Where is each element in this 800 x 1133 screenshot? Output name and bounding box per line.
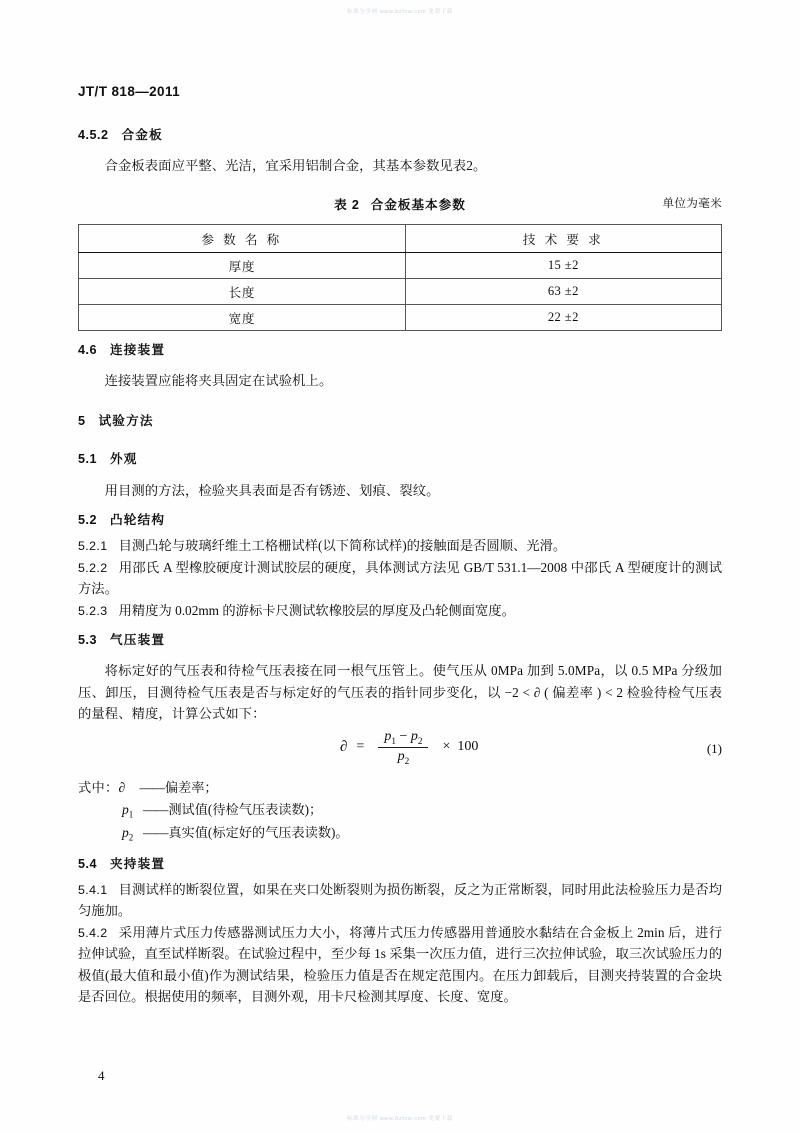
page-number: 4 — [98, 1068, 105, 1083]
paragraph-5-2-1 — [78, 535, 722, 557]
formula-lhs: ∂ — [340, 738, 348, 755]
subclause-text: 目测试样的断裂位置，如果在夹口处断裂则为损伤断裂，反之为正常断裂，同时用此法检验压力是否均匀施加。 — [78, 881, 722, 919]
clause-title: 夹持装置 — [110, 856, 166, 871]
where-dash: —— — [139, 779, 164, 795]
heading-5-3 — [78, 633, 722, 648]
clause-number: 5.1 — [78, 452, 98, 467]
subclause-text: 用精度为 0.02mm 的游标卡尺测试软橡胶层的厚度及凸轮侧面宽度。 — [118, 602, 515, 618]
table-row — [79, 252, 722, 278]
cell-parameter-name: 厚度 — [79, 252, 406, 278]
where-text: 偏差率； — [164, 779, 218, 795]
cell-technical-requirement: 22 ±2 — [405, 304, 721, 330]
table-alloy-plate-parameters — [78, 224, 722, 331]
where-text: 测试值(待检气压表读数)； — [168, 801, 323, 817]
table-row — [79, 304, 722, 330]
where-row-3 — [78, 822, 722, 845]
where-symbol: $p_1$ — [122, 801, 134, 820]
formula-denominator — [392, 748, 416, 766]
clause-title: 凸轮结构 — [110, 513, 166, 528]
formula-factor: 100 — [457, 739, 479, 755]
formula-fraction — [378, 729, 428, 766]
where-symbol: ∂ — [118, 779, 126, 795]
table2-caption-number: 表 2 — [334, 197, 360, 212]
heading-5-4 — [78, 857, 722, 872]
table-row — [79, 278, 722, 304]
clause-number: 5.4 — [78, 856, 98, 871]
where-row-1 — [78, 777, 722, 799]
clause-title: 外观 — [110, 452, 138, 467]
heading-4-6 — [78, 343, 722, 358]
table2-unit-note: 单位为毫米 — [662, 196, 722, 210]
clause-number: 4.5.2 — [78, 128, 109, 142]
where-dash: —— — [143, 824, 168, 840]
heading-5 — [78, 414, 722, 429]
heading-5-1 — [78, 452, 722, 467]
subclause-text: 采用薄片式压力传感器测试压力大小，将薄片式压力传感器用普通胶水黏结在合金板上 2min 后，进行拉伸试验，直至试样断裂。在试验过程中，至少每 1s 采集一次压力值，进行三次拉伸试验，取三次试验压力的极值(最大值和最小值)作为测试结果，检验压力值是否在规定范围内。在压力卸载后，目测夹持装置的合金块是否回位。根据使用的频率，目测外观，用卡尺检测其厚度、长度、宽度。 — [78, 924, 722, 1005]
clause-number: 5.3 — [78, 633, 98, 648]
subclause-number: 5.2.2 — [78, 560, 108, 575]
where-row-2 — [78, 799, 722, 822]
formula-times: × — [442, 739, 451, 755]
cell-parameter-name: 长度 — [79, 278, 406, 304]
formula-number: (1) — [706, 740, 722, 756]
subclause-text: 目测凸轮与玻璃纤维土工格栅试样(以下简称试样)的接触面是否圆顺、光滑。 — [118, 538, 567, 554]
formula-denominator-p2: $p_2$ — [397, 748, 410, 766]
table2-caption-text: 合金板基本参数 — [370, 197, 466, 212]
paragraph-5-4-1 — [78, 879, 722, 922]
heading-5-2 — [78, 513, 722, 528]
clause-number: 5 — [78, 414, 86, 429]
cell-technical-requirement: 15 ±2 — [405, 252, 721, 278]
paragraph-4-6: 连接装置应能将夹具固定在试验机上。 — [104, 372, 333, 388]
watermark-top: 标准分享网 www.bzfxw.com 免费下载 — [347, 9, 453, 15]
where-lead: 式中： — [78, 779, 119, 795]
formula-p1: $p_1$ — [384, 728, 396, 746]
formula-numerator — [378, 729, 428, 748]
formula-deviation-rate — [340, 729, 478, 766]
subclause-number: 5.2.1 — [78, 539, 108, 554]
clause-number: 4.6 — [78, 342, 98, 357]
cell-technical-requirement: 63 ±2 — [405, 278, 721, 304]
paragraph-4-5-2: 合金板表面应平整、光洁，宜采用铝制合金，其基本参数见表2。 — [104, 158, 487, 174]
table2-caption — [78, 194, 722, 213]
formula-equals: = — [356, 739, 365, 755]
formula-p2: $p_2$ — [410, 728, 423, 746]
where-symbol: $p_2$ — [122, 824, 134, 843]
formula-row-deviation-rate — [78, 729, 722, 775]
clause-number: 5.2 — [78, 513, 98, 528]
where-dash: —— — [143, 801, 168, 817]
standard-number-header: JT/T 818—2011 — [78, 84, 181, 99]
paragraph-5-4-2 — [78, 922, 722, 1008]
subclause-number: 5.4.2 — [78, 925, 108, 940]
cell-parameter-name: 宽度 — [79, 304, 406, 330]
watermark-bottom: 标准分享网 www.bzfxw.com 免费下载 — [347, 1116, 453, 1122]
clause-title: 连接装置 — [110, 342, 166, 357]
formula-symbol-definitions — [78, 777, 722, 845]
table-header-row — [79, 224, 722, 252]
paragraph-5-2-2 — [78, 557, 722, 600]
paragraph-5-1: 用目测的方法，检验夹具表面是否有锈迹、划痕、裂纹。 — [104, 482, 440, 498]
where-text: 真实值(标定好的气压表读数)。 — [168, 824, 349, 840]
column-header-technical-requirement: 技 术 要 求 — [405, 224, 721, 252]
subclause-number: 5.4.1 — [78, 882, 108, 897]
page-content — [78, 128, 722, 1008]
formula-minus: − — [399, 728, 408, 744]
subclause-number: 5.2.3 — [78, 603, 108, 618]
clause-title: 气压装置 — [110, 633, 166, 648]
paragraph-5-2-3 — [78, 600, 722, 622]
clause-title: 合金板 — [121, 128, 163, 142]
heading-4-5-2 — [78, 128, 722, 143]
paragraph-5-3: 将标定好的气压表和待检气压表接在同一根气压管上。使气压从 0MPa 加到 5.0MPa，以 0.5 MPa 分级加压、卸压，目测待检气压表是否与标定好的气压表的指针同步变化，以 −2 < ∂ ( 偏差率 ) < 2 检验待检气压表的量程、精度，计算公式如下： — [78, 663, 722, 722]
column-header-parameter-name: 参 数 名 称 — [79, 224, 406, 252]
clause-title: 试验方法 — [98, 414, 154, 429]
subclause-text: 用邵氏 A 型橡胶硬度计测试胶层的硬度，具体测试方法见 GB/T 531.1—2008 中邵氏 A 型硬度计的测试方法。 — [78, 559, 722, 597]
